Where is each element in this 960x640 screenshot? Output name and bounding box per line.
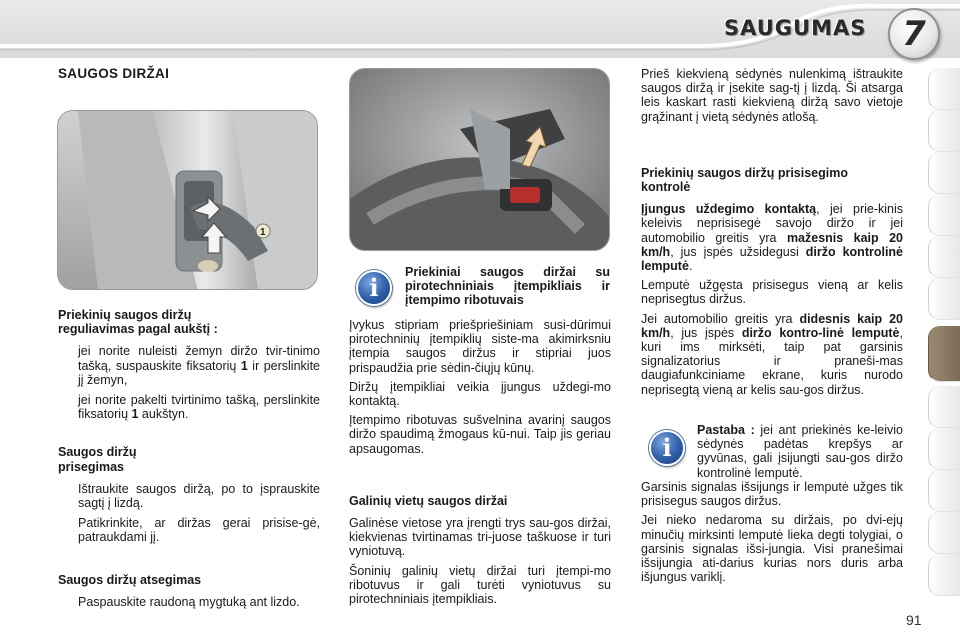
paragraph: Prieš kiekvieną sėdynės nulenkimą ištraukite saugos diržą ir įsekite sag-tį į lizdą. Ši atsarga leis kaskart rasti kiekvieną diržą savo vietoje grąžinant į vietą sėdynės atlošą.	[641, 67, 903, 124]
belt-height-adjuster-photo	[57, 110, 318, 290]
chapter-tab[interactable]	[928, 152, 960, 194]
page-number: 91	[906, 612, 922, 628]
pyrotechnic-note-box	[405, 265, 610, 314]
pyrotechnic-note-title: Priekiniai saugos diržai su pirotechniniais įtempikliais ir įtempimo ribotuvais	[405, 265, 610, 308]
list-item-text: Paspauskite raudoną mygtuką ant lizdo.	[78, 594, 300, 609]
text: .	[688, 259, 693, 274]
list-item-text: jei norite pakelti tvirtinimo tašką, perslinkite fiksatorių	[78, 393, 320, 422]
chapter-tab-active[interactable]	[928, 326, 960, 382]
paragraph	[641, 202, 903, 273]
belt-height-adjuster-illustration	[58, 111, 318, 290]
height-adjust-heading-line1: Priekinių saugos diržų	[58, 308, 192, 322]
chapter-number-badge: 7	[888, 8, 940, 60]
seat-belt-buckle-illustration	[350, 69, 610, 251]
seat-belt-buckle-photo	[349, 68, 610, 251]
chapter-tabs	[928, 68, 960, 608]
paragraph: Šoninių galinių vietų diržai turi įtempi-mo ribotuvus ir gali turėti vyniotuvus su pirotechniniais įtempikliais.	[349, 563, 611, 607]
paragraph	[641, 312, 903, 397]
text: , kuri ims mirksėti, taip pat garsinis signalizatorius ir praneši-mas daugiafunkciniame ekrane, kuris nurodo neprisegtą vieną ar kelis sau-gos diržus.	[641, 325, 903, 397]
list-item-text: Patikrinkite, ar diržas gerai prisise-gė, patraukdami jį.	[78, 516, 320, 545]
bold-text: diržo kontrolinė lemputė	[641, 244, 904, 274]
list-item-text: aukštyn.	[138, 407, 189, 422]
list-item	[58, 393, 320, 421]
list-item	[58, 516, 320, 544]
unfastening-list	[58, 595, 320, 609]
section-title: SAUGOS DIRŽAI	[58, 66, 170, 81]
left-column	[58, 308, 320, 615]
note-label: Pastaba :	[697, 423, 755, 437]
chapter-tab[interactable]	[928, 68, 960, 110]
paragraph: Garsinis signalas išsijungs ir lemputė užges tik prisisegus saugos diržus.	[641, 480, 903, 509]
list-item-text: ir perslinkite jį žemyn,	[78, 358, 320, 387]
fixator-number: 1	[240, 358, 248, 373]
text: , jus įspės užsidegusi	[670, 244, 806, 259]
chapter-tab[interactable]	[928, 554, 960, 596]
list-item-text: jei norite nuleisti žemyn diržo tvir-tinimo tašką, suspauskite fiksatorių	[78, 344, 320, 373]
text: , jus įspės	[670, 325, 742, 340]
chapter-tab[interactable]	[928, 278, 960, 320]
paragraph: Įvykus stipriam priešpriešiniam susi-dūrimui pirotechninių įtempiklių siste-ma akimirksniu įtempia saugos diržus ir stipriai juos prispaudžia prie sėdin-čiųjų kūnų.	[349, 318, 611, 375]
chapter-tab[interactable]	[928, 470, 960, 512]
middle-column	[349, 318, 611, 611]
fastening-heading-line1: Saugos diržų	[58, 445, 137, 460]
passenger-note-box	[697, 423, 903, 485]
height-adjust-list	[58, 344, 320, 421]
chapter-title: SAUGUMAS	[724, 16, 867, 40]
list-item	[58, 595, 320, 609]
rear-seats-heading: Galinių vietų saugos diržai	[349, 493, 508, 508]
fastening-heading-line2: prisegimas	[58, 459, 125, 474]
right-column-bottom	[641, 480, 903, 589]
chapter-tab[interactable]	[928, 428, 960, 470]
paragraph: Diržų įtempikliai veikia įjungus uždegi-mo kontaktą.	[349, 379, 611, 409]
chapter-tab[interactable]	[928, 512, 960, 554]
chapter-tab[interactable]	[928, 236, 960, 278]
marker-1-label: 1	[260, 227, 266, 238]
list-item	[58, 482, 320, 510]
paragraph: Įtempimo ribotuvas sušvelnina avarinį saugos diržo spaudimą žmogaus kū-nui. Taip jis geriau apsaugomas.	[349, 413, 611, 456]
bold-text: didesnis kaip 20 km/h	[641, 311, 903, 340]
right-column	[641, 67, 903, 402]
text: , jei prie-kinis keleivis neprisisegė savojo diržo ir jei automobilio greitis yra	[641, 202, 903, 245]
info-icon: i	[649, 430, 685, 466]
paragraph: Jei nieko nedaroma su diržais, po dvi-ejų minučių mirksinti lemputė lieka degti tolygiai, o garsinis signalas išsi-jungia. Visi pranešimai išsijungia ati-darius kurias nors duris arba išjungus variklį.	[641, 513, 903, 585]
chapter-tab[interactable]	[928, 110, 960, 152]
paragraph: Lemputė užgęsta prisisegus vieną ar kelis neprisegtus diržus.	[641, 278, 903, 307]
chapter-tab[interactable]	[928, 386, 960, 428]
list-item-text: Ištraukite saugos diržą, po to įsprauskite sagtį į lizdą.	[78, 481, 320, 511]
fastening-list	[58, 482, 320, 545]
height-adjust-heading-line2: reguliavimas pagal aukštį :	[58, 322, 218, 337]
note-text: jei ant priekinės ke-leivio sėdynės padėtas krepšys ar gyvūnas, gali įsijungti sau-gos diržo kontrolinė lemputė.	[697, 423, 903, 480]
bold-text: mažesnis kaip 20 km/h	[641, 230, 903, 259]
text: Jei automobilio greitis yra	[641, 311, 800, 326]
passenger-note	[697, 423, 903, 480]
bold-text: diržo kontro-linė lemputė	[741, 325, 900, 340]
belt-control-heading: Priekinių saugos diržų prisisegimo kontrolė	[641, 165, 848, 195]
list-item	[58, 344, 320, 387]
fixator-number: 1	[131, 407, 139, 422]
fastening-heading	[58, 445, 320, 473]
unfastening-heading: Saugos diržų atsegimas	[58, 572, 202, 587]
chapter-tab[interactable]	[928, 194, 960, 236]
paragraph: Galinėse vietose yra įrengti trys sau-gos diržai, kiekvienas tvirtinamas tri-juose taškuose ir turi vyniotuvą.	[349, 516, 611, 559]
height-adjust-heading	[58, 308, 320, 336]
bold-text: Įjungus uždegimo kontaktą	[641, 202, 817, 217]
info-icon: i	[356, 270, 392, 306]
